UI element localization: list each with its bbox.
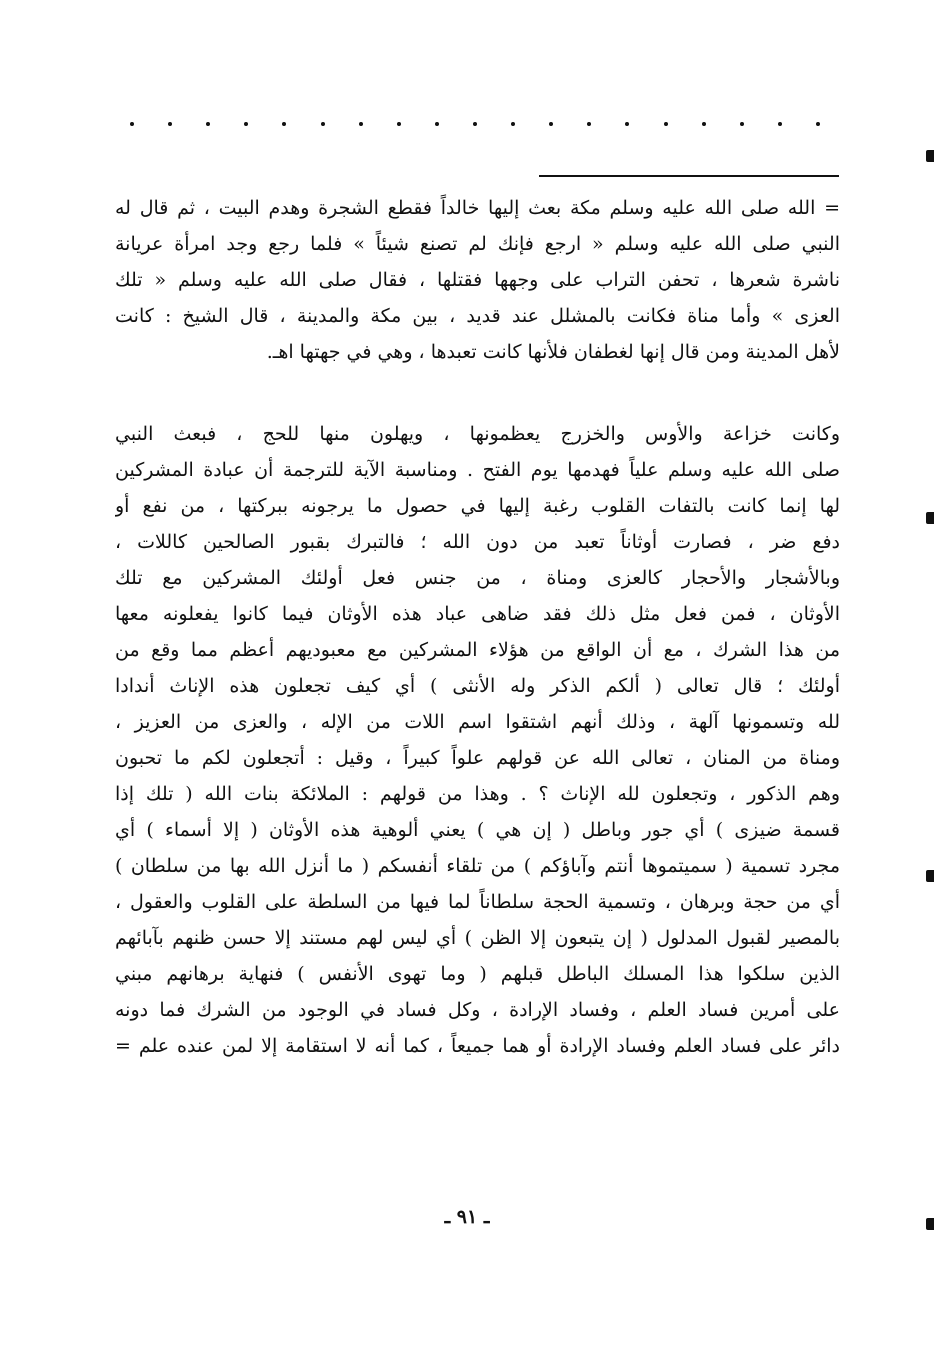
ornament-dot [359, 122, 363, 126]
footnote-separator-rule [539, 175, 839, 177]
ornament-dot [206, 122, 210, 126]
body-line: لها إنما كانت بالتفات القلوب رغبة إليها في حصول ما يرجونه ببركتها ، من نفع أو [115, 495, 840, 517]
ornament-dot [130, 122, 134, 126]
body-line: بالمصير لقبول المدلول ( إن يتبعون إلا الظن ) أي ليس لهم مستند إلا حسن ظنهم بآبائهم [115, 927, 840, 949]
footnote-line: العزى » وأما مناة فكانت بالمشلل عند قديد ، بين مكة والمدينة ، قال الشيخ : كانت [115, 305, 840, 327]
body-line: على أمرين فساد العلم ، وفساد الإرادة ، وكل فساد في الوجود من الشرك فما دونه [115, 999, 840, 1021]
binding-mark [926, 150, 934, 162]
body-line: الذين سلكوا هذا المسلك الباطل قبلهم ( وما تهوى الأنفس ) فنهاية برهانهم مبني [115, 963, 840, 985]
body-line: لله وتسمونها آلهة ، وذلك أنهم اشتقوا اسم اللات من الإله ، والعزى من العزيز ، [115, 711, 840, 733]
ornament-dot [664, 122, 668, 126]
body-line: وكانت خزاعة والأوس والخزرج يعظمونها ، ويهلون منها للحج ، فبعث النبي [115, 423, 840, 445]
footnote-continuation [115, 190, 840, 370]
ornament-dot [244, 122, 248, 126]
body-line: دائر على فساد العلم وفساد الإرادة أو هما جميعاً ، كما أنه لا استقامة إلا لمن عنده علم = [115, 1035, 840, 1057]
body-line: وهم الذكور ، وتجعلون لله الإناث ؟ . وهذا من قولهم : الملائكة بنات الله ( تلك إذا [115, 783, 840, 805]
body-line: الأوثان ، فمن فعل مثل ذلك فقد ضاهى عباد هذه الأوثان فيما كانوا يفعلونه معها [115, 603, 840, 625]
body-line: أي من حجة وبرهان ، وتسمية الحجة سلطاناً لما فيها من السلطة على القلوب والعقول ، [115, 891, 840, 913]
body-line: ومناة من المنان ، تعالى الله عن قولهم علواً كبيراً ، وقيل : أتجعلون لكم ما تحبون [115, 747, 840, 769]
body-line: صلى الله عليه وسلم علياً فهدمها يوم الفتح . ومناسبة الآية للترجمة أن عبادة المشركين [115, 459, 840, 481]
page-number: ـ ٩١ ـ [444, 1206, 490, 1228]
body-line: قسمة ضيزى ) أي جور وباطل ( إن هي ) يعني ألوهية هذه الأوثان ( إلا أسماء ) أي [115, 819, 840, 841]
header-dot-ornament [130, 122, 820, 126]
ornament-dot [549, 122, 553, 126]
footnote-line: = الله صلى الله عليه وسلم مكة بعث إليها خالداً فقطع الشجرة وهدم البيت ، ثم قال له [115, 197, 840, 219]
body-line: من هذا الشرك ، مع أن الواقع من هؤلاء المشركين مع معبوديهم أعظم مما وقع من [115, 639, 840, 661]
ornament-dot [321, 122, 325, 126]
ornament-dot [740, 122, 744, 126]
binding-mark [926, 870, 934, 882]
binding-mark [926, 1218, 934, 1230]
footnote-line: ناشرة شعرها ، تحفن التراب على وجهها فقتلها ، فقال صلى الله عليه وسلم « تلك [115, 269, 840, 291]
main-paragraph [115, 416, 840, 1064]
body-line: دفع ضر ، فصارت أوثاناً تعبد من دون الله ؛ فالتبرك بقبور الصالحين كاللات ، [115, 531, 840, 553]
footnote-line: النبي صلى الله عليه وسلم « ارجع فإنك لم تصنع شيئاً » فلما رجع وجد امرأة عريانة [115, 233, 840, 255]
ornament-dot [435, 122, 439, 126]
ornament-dot [511, 122, 515, 126]
body-line: وبالأشجار والأحجار كالعزى ومناة ، من جنس فعل أولئك المشركين مع تلك [115, 567, 840, 589]
ornament-dot [397, 122, 401, 126]
ornament-dot [816, 122, 820, 126]
binding-mark [926, 512, 934, 524]
ornament-dot [587, 122, 591, 126]
ornament-dot [625, 122, 629, 126]
ornament-dot [778, 122, 782, 126]
ornament-dot [473, 122, 477, 126]
footnote-line: لأهل المدينة ومن قال إنها لغطفان فلأنها كانت تعبدها ، وهي في جهتها اهـ. [266, 341, 840, 363]
ornament-dot [168, 122, 172, 126]
ornament-dot [282, 122, 286, 126]
body-line: مجرد تسمية ( سميتموها أنتم وآباؤكم ) من تلقاء أنفسكم ( ما أنزل الله بها من سلطان ) [115, 855, 840, 877]
body-line: أولئك ؛ قال تعالى ( ألكم الذكر وله الأنثى ) أي كيف تجعلون هذه الإناث أندادا [115, 675, 840, 697]
ornament-dot [702, 122, 706, 126]
